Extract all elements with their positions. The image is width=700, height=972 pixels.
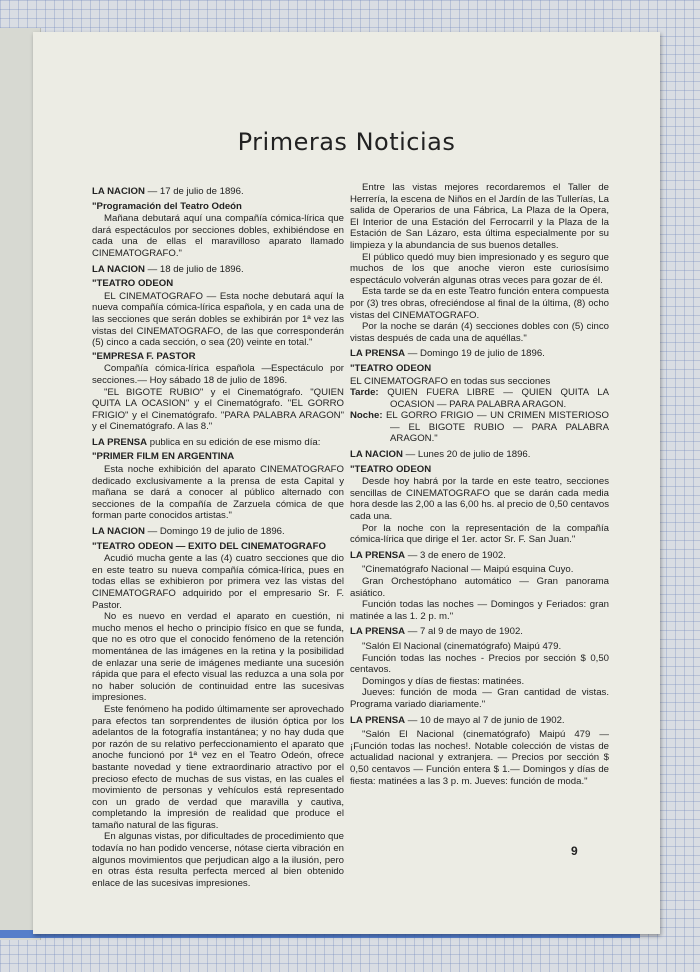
right-column: [350, 182, 609, 787]
paragraph: Entre las vistas mejores recordaremos el Taller de Herrería, la escena de Niños en el Jardín de las Tullerías, La salida de Operarios de una Fábrica, La Plaza de la Opera, El Interior de una Estación del Ferrocarril y la Plaza de la Estación de San Lázaro, esta última especialmente por su limpieza y la abundancia de sus buenos detalles.: [350, 182, 609, 251]
newspaper-name: LA PRENSA: [350, 348, 406, 360]
paragraph: "Salón El Nacional (cinematógrafo) Maipú 479.: [362, 640, 562, 652]
paragraph: EL CINEMATOGRAFO — Esta noche debutará aquí la nueva compañía cómica-lírica española, y en cada una de las secciones que serán dobles se exhibirán por 1ª vez las vistas del CINEMATOGRAFO, de las que corresponderán (5) cinco a cada sección, o sea (20) veinte en total.": [92, 290, 344, 349]
paragraph: Desde hoy habrá por la tarde en este teatro, secciones sencillas de CINEMATOGRAFO que se darán cada media hora desde las 2,00 a las 6,00 hs. al precio de 0,50 centavos cada una.: [350, 476, 609, 523]
newspaper-name: LA NACION: [92, 263, 145, 275]
article-headline: "Programación del Teatro Odeón: [92, 200, 242, 212]
citation-heading: [350, 348, 609, 360]
paragraph: Este fenómeno ha podido últimamente ser aprovechado para efectos tan sorprendentes de ilusión óptica por los adelantos de la fotografía instantánea; y no hay duda que por razón de su relativo perfeccionamiento el aparato que anoche funcionó por 1ª vez en el Teatro Odeón, ofrece bastante novedad y tiene extraordinario atractivo por el precioso efecto de muchas de sus vistas, en las cuales el movimiento de personas y vehículos está representado con un grado de verdad que maravilla y cautiva, completando la impresión de realidad que produce el tamaño natural de las figuras.: [92, 703, 344, 831]
citation-date: — Domingo 19 de julio de 1896.: [405, 348, 545, 360]
paragraph: "EL BIGOTE RUBIO" y el Cinematógrafo. "QUIEN QUITA LA OCASION" y el Cinematógrafo. "EL GORRO FRIGIO" y el Cinematógrafo. "PARA PALABRA ARAGON" y el Cinematógrafo. A las 8.": [92, 386, 344, 433]
program-label: Noche:: [350, 410, 383, 422]
paragraph: Esta noche exhibición del aparato CINEMATOGRAFO dedicado exclusivamente a la prensa de esta Capital y mañana se dará a conocer al público alternado con secciones de la compañía de Zarzuela cómica de que forman parte conocidos artistas.": [92, 464, 344, 522]
newspaper-name: LA NACION: [350, 449, 403, 461]
article-headline: "TEATRO ODEON: [350, 463, 432, 475]
newspaper-name: LA PRENSA: [350, 549, 406, 561]
program-titles: EL GORRO FRIGIO — UN CRIMEN MISTERIOSO — EL BIGOTE RUBIO — PARA PALABRA ARAGON.": [382, 410, 609, 445]
paragraph: Por la noche se darán (4) secciones dobles con (5) cinco vistas después de cada una de aquéllas.": [350, 321, 609, 344]
document-page: [33, 32, 660, 934]
paragraph: Función todas las noches — Domingos y Feriados: gran matinée a las 1. 2 p. m.": [350, 599, 609, 622]
page-title: Primeras Noticias: [237, 128, 456, 156]
article-headline: "TEATRO ODEON: [92, 278, 174, 290]
newspaper-name: LA PRENSA: [350, 714, 406, 726]
citation-date: — Domingo 19 de julio de 1896.: [144, 526, 285, 538]
paragraph: Domingos y días de fiestas: matinées.: [362, 675, 525, 687]
citation-date: — 10 de mayo al 7 de junio de 1902.: [405, 714, 565, 726]
paragraph: "Cinematógrafo Nacional — Maipú esquina Cuyo.: [362, 564, 574, 576]
program-line: [350, 410, 609, 445]
paragraph: No es nuevo en verdad el aparato en cuestión, ni mucho menos el hecho o principio físico en que se funda, que no es otro que el conocido fenómeno de la retención momentánea de las imágenes en la retina y la posibilidad de enlazar una serie de imágenes mediante una sucesión rápida que para el efecto visual las reduzca a una sola por no haber solución de continuidad entre las sucesivas impresiones.: [92, 611, 344, 704]
program-titles: QUIEN FUERA LIBRE — QUIEN QUITA LA OCASION — PARA PALABRA ARAGON.: [378, 387, 609, 410]
left-column: [92, 182, 344, 889]
paragraph: Esta tarde se da en este Teatro función entera compuesta por (3) tres obras, ofreciéndose al final de la última, (8) ocho vistas del CINEMATOGRAFO.: [350, 286, 609, 321]
citation-heading: [350, 715, 609, 727]
newspaper-name: LA NACION: [92, 186, 145, 197]
paragraph: EL CINEMATOGRAFO en todas sus secciones: [350, 375, 551, 387]
citation-date: — Lunes 20 de julio de 1896.: [402, 449, 531, 461]
newspaper-name: LA NACION: [92, 526, 145, 538]
paragraph: Mañana debutará aquí una compañía cómica-lírica que dará espectáculos por secciones dobles, exhibiéndose en cada una de ellas el maravilloso aparato llamado CINEMATOGRAFO.": [92, 213, 344, 259]
article-headline: "EMPRESA F. PASTOR: [92, 350, 196, 362]
citation-date: publica en su edición de ese mismo día:: [147, 436, 321, 448]
paragraph: Por la noche con la representación de la compañía cómica-lírica que dirige el 1er. actor Sr. F. San Juan.": [350, 522, 609, 546]
citation-heading: [92, 186, 344, 198]
article-headline: "PRIMER FILM EN ARGENTINA: [92, 451, 235, 463]
program-line: [350, 387, 609, 410]
newspaper-name: LA PRENSA: [92, 436, 148, 448]
paragraph: Compañía cómica-lírica española —Espectáculo por secciones.— Hoy sábado 18 de julio de 1896.: [92, 363, 344, 386]
paragraph: Función todas las noches - Precios por sección $ 0,50 centavos.: [350, 652, 609, 676]
citation-heading: [92, 526, 344, 538]
citation-date: — 3 de enero de 1902.: [405, 549, 506, 561]
article-headline: "TEATRO ODEON: [350, 362, 432, 374]
paragraph: Jueves: función de moda — Gran cantidad de vistas. Programa variado diariamente.": [350, 687, 609, 710]
paragraph: Acudió mucha gente a las (4) cuatro secciones que dio en este teatro su nueva compañía cómica-lírica, pues en todas ellas se exhibieron por primera vez las vistas del CINEMATOGRAFO adquirido por el empresario Sr. F. Pastor.: [92, 553, 344, 611]
citation-heading: [92, 264, 344, 276]
newspaper-name: LA PRENSA: [350, 626, 406, 638]
citation-heading: [350, 550, 609, 562]
article-headline: "TEATRO ODEON — EXITO DEL CINEMATOGRAFO: [92, 540, 326, 552]
program-label: Tarde:: [350, 387, 379, 399]
paragraph: Gran Orchestóphano automático — Gran panorama asiático.: [350, 576, 609, 599]
citation-heading: [92, 437, 344, 449]
paragraph: "Salón El Nacional (cinematógrafo) Maipú 479 — ¡Función todas las noches!. Notable colección de vistas de actualidad nacional y extranjera. — Precios por sección $ 0,50 centavos — Función entera $ 1.— Domingos y días de fiesta: matinées a las 3 p. m. Jueves: función de moda.": [350, 729, 609, 787]
paragraph: En algunas vistas, por dificultades de procedimiento que todavía no han podido vencerse, nótase cierta vibración en algunos movimientos que perjudican algo a la ilusión, pero en otras ésta resulta perfecta merced al bien obtenido enlace de las sucesivas impresiones.: [92, 831, 344, 889]
citation-date: — 7 al 9 de mayo de 1902.: [405, 626, 523, 638]
paragraph: El público quedó muy bien impresionado y es seguro que muchos de los que anoche vieron este curiosísimo espectáculo volverán algunas otras veces para gozar de él.: [350, 251, 609, 286]
citation-date: — 18 de julio de 1896.: [144, 263, 244, 275]
citation-heading: [350, 449, 609, 461]
citation-heading: [350, 626, 609, 638]
citation-date: — 17 de julio de 1896.: [144, 186, 244, 197]
page-number: 9: [571, 844, 578, 858]
